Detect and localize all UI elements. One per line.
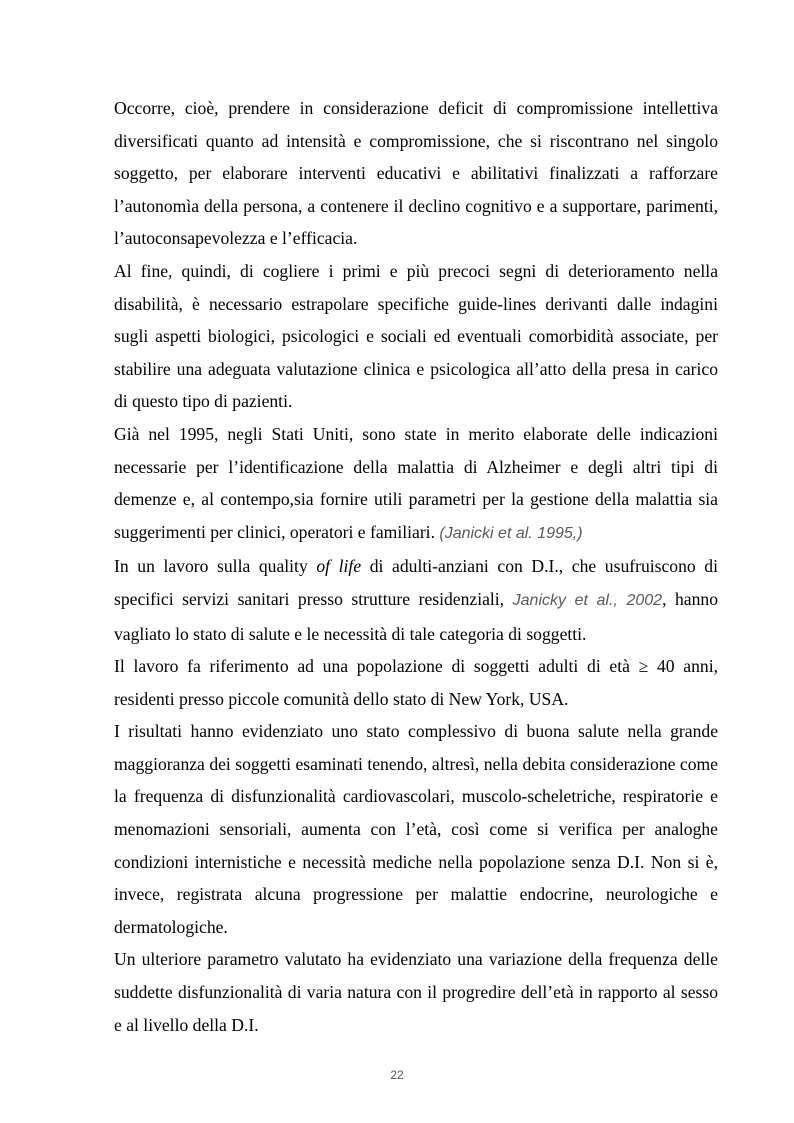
paragraph-4-text-c: , hanno vagliato lo stato di salute e le necessità di tale categoria di soggetti. — [114, 588, 719, 644]
paragraph-4-text-b: di adulti-anziani con D.I., che usufruiscono di specifici servizi sanitari presso strutture residenziali, — [114, 556, 718, 609]
paragraph-4-text-a: In un lavoro sulla quality — [114, 556, 317, 577]
citation-janicki-1995: (Janicki et al. 1995,) — [439, 524, 583, 542]
paragraph-2: Al fine, quindi, di cogliere i primi e più precoci segni di deterioramento nella disabilità, è necessario estrapolare specifiche guide-lines derivanti dalle indagini sugli aspetti biologici, psicologici e sociali ed eventuali comorbidità associate, per stabilire una adeguata valutazione clinica e psicologica all’atto della presa in carico di questo tipo di pazienti. — [114, 260, 718, 412]
paragraph-6: I risultati hanno evidenziato uno stato complessivo di buona salute nella grande maggioranza dei soggetti esaminati tenendo, altresì, nella debita considerazione come la frequenza di disfunzionalità cardiovascolari, muscolo-scheletriche, respiratorie e menomazioni sensoriali, aumenta con l’età, così come si verifica per analoghe condizioni internistiche e necessità mediche nella popolazione senza D.I. Non si è, invece, registrata alcuna progressione per malattie endocrine, neurologiche e dermatologiche. — [114, 721, 718, 937]
citation-janicky-2002: Janicky et al., 2002 — [512, 591, 663, 609]
page-number: 22 — [390, 1068, 404, 1082]
paragraph-5: Il lavoro fa riferimento ad una popolazione di soggetti adulti di età ≥ 40 anni, residenti presso piccole comunità dello stato di New York, USA. — [114, 656, 718, 709]
paragraph-4 — [114, 550, 718, 650]
paragraph-7: Un ulteriore parametro valutato ha evidenziato una variazione della frequenza delle suddette disfunzionalità di varia natura con il progredire dell’età in rapporto al sesso e al livello della D.I. — [114, 949, 718, 1035]
paragraph-4-italic: of life — [316, 556, 362, 577]
paragraph-1: Occorre, cioè, prendere in considerazione deficit di compromissione intellettiva diversificati quanto ad intensità e compromissione, che si riscontrano nel singolo soggetto, per elaborare interventi educativi e abilitativi finalizzati a rafforzare l’autonomìa della persona, a contenere il declino cognitivo e a supportare, parimenti, l’autoconsapevolezza e l’efficacia. — [114, 98, 718, 249]
body-text — [114, 92, 718, 1041]
paragraph-3-text: Già nel 1995, negli Stati Uniti, sono state in merito elaborate delle indicazioni necessarie per l’identificazione della malattia di Alzheimer e degli altri tipi di demenze e, al contempo,sia fornire utili parametri per la gestione della malattia sia suggerimenti per clinici, operatori e familiari. — [114, 423, 718, 542]
paragraph-3 — [114, 418, 718, 550]
